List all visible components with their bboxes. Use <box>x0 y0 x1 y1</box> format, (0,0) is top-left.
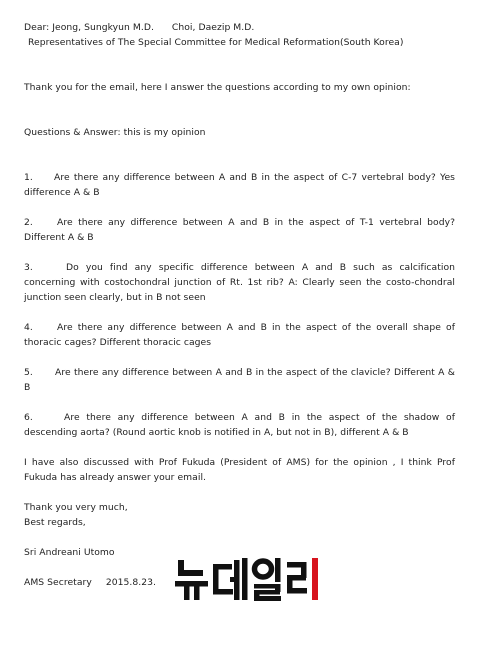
logo-glyph-ri <box>287 558 318 600</box>
qa-item-text: Are there any difference between A and B in the aspect of the overall shape of thoracic cages? Different thoracic cages <box>24 322 455 348</box>
qa-item-text: Are there any difference between A and B in the aspect of C-7 vertebral body? Yes difference A & B <box>24 172 455 198</box>
qa-item-text: Do you find any specific difference between A and B such as calcification concerning with costochondral junction of Rt. 1st rib? A: Clearly seen the costo-chondral junction seen clearly, but in B not seen <box>24 262 455 303</box>
qa-item-2 <box>24 215 455 245</box>
intro-paragraph: Thank you for the email, here I answer the questions according to my own opinion: <box>24 82 411 93</box>
thanks-line: Thank you very much, <box>24 502 128 513</box>
signer-title: AMS Secretary <box>24 577 92 588</box>
qa-item-4 <box>24 320 455 350</box>
qa-item-3 <box>24 260 455 305</box>
newdaily-logo-icon <box>175 556 321 602</box>
qa-item-6 <box>24 410 455 440</box>
salutation-line <box>24 20 455 35</box>
qa-item-number: 2. <box>24 217 33 228</box>
qa-item-text: Are there any difference between A and B in the aspect of the clavicle? Different A & B <box>24 367 455 393</box>
qa-item-text: Are there any difference between A and B in the aspect of T-1 vertebral body? Different A & B <box>24 217 455 243</box>
qa-item-1 <box>24 170 455 200</box>
letter-date: 2015.8.23. <box>105 577 157 588</box>
logo-glyph-de <box>213 558 248 600</box>
qa-item-number: 1. <box>24 172 33 183</box>
newdaily-logo-watermark <box>175 556 321 602</box>
qa-item-5 <box>24 365 455 395</box>
signer-name: Sri Andreani Utomo <box>24 547 115 558</box>
salutation: Dear: Jeong, Sungkyun M.D. <box>24 22 154 33</box>
qa-item-number: 3. <box>24 262 33 273</box>
qa-item-text: Are there any difference between A and B in the aspect of the shadow of descending aorta? (Round aortic knob is notified in A, but not in B), different A & B <box>24 412 455 438</box>
qa-item-number: 5. <box>24 367 33 378</box>
logo-glyph-il <box>254 558 281 601</box>
qa-heading: Questions & Answer: this is my opinion <box>24 127 206 138</box>
qa-item-number: 6. <box>24 412 33 423</box>
recipient-line: Representatives of The Special Committee for Medical Reformation(South Korea) <box>28 37 404 48</box>
regards-line: Best regards, <box>24 517 86 528</box>
closing-paragraph: I have also discussed with Prof Fukuda (President of AMS) for the opinion , I think Prof Fukuda has already answer your email. <box>24 457 455 483</box>
salutation-name2: Choi, Daezip M.D. <box>171 22 255 33</box>
logo-glyph-nyu <box>175 560 208 600</box>
letter-body <box>24 20 455 590</box>
qa-item-number: 4. <box>24 322 33 333</box>
